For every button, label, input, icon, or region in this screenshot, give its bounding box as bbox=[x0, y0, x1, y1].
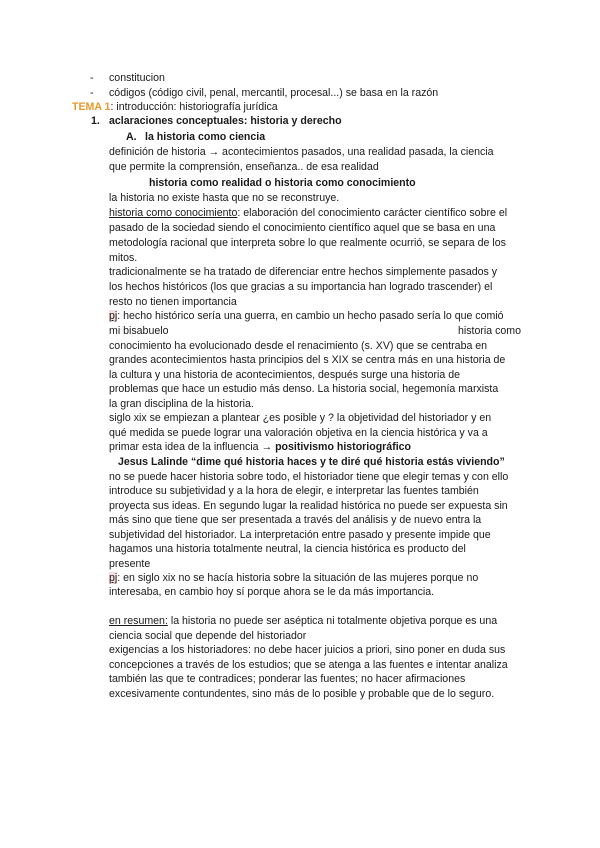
paragraph-text: : hecho histórico sería una guerra, en cambio un hecho pasado sería lo que comió bbox=[117, 310, 504, 322]
paragraph-text: : en siglo xix no se hacía historia sobre la situación de las mujeres porque no bbox=[117, 572, 479, 584]
paragraph-line: subjetividad del historiador. La interpretación entre pasado y presente impide que bbox=[109, 529, 491, 541]
paragraph-line: ciencia social que depende del historiador bbox=[109, 630, 307, 642]
paragraph-line: historia como bbox=[458, 325, 521, 337]
paragraph-line bbox=[109, 206, 507, 221]
paragraph-line: tradicionalmente se ha tratado de diferenciar entre hechos simplemente pasados y bbox=[109, 266, 498, 278]
underlined-term: historia como conocimiento bbox=[109, 207, 238, 219]
paragraph-line: interesaba, en cambio hoy sí porque ahora se le da más importancia. bbox=[109, 586, 435, 598]
paragraph-line: mi bisabuelo bbox=[109, 325, 169, 337]
definition-line: definición de historia → acontecimientos pasados, una realidad pasada, la ciencia bbox=[109, 146, 494, 158]
paragraph-line: introduce su subjetividad y a la hora de elegir, e interpretar las fuentes también bbox=[109, 485, 479, 497]
paragraph-line: pasado de la sociedad siendo el conocimiento científico aquel que se basa en una bbox=[109, 222, 496, 234]
bullet-text: constitucion bbox=[109, 72, 165, 84]
bullet-text: códigos (código civil, penal, mercantil, procesal...) se basa en la razón bbox=[109, 87, 439, 99]
bullet-dash: - bbox=[90, 72, 94, 84]
subheading: historia como realidad o historia como conocimiento bbox=[149, 177, 416, 189]
paragraph-line bbox=[109, 614, 497, 629]
tema-label: TEMA 1 bbox=[72, 101, 111, 113]
section-title: aclaraciones conceptuales: historia y derecho bbox=[109, 115, 342, 127]
paragraph-line: la gran disciplina de la historia. bbox=[109, 398, 254, 410]
paragraph-line: problemas que hace un estudio más denso. La historia social, hegemonía marxista bbox=[109, 383, 499, 395]
paragraph-line: grandes acontecimientos hasta principios del s XIX se centra más en una historia de bbox=[109, 354, 506, 366]
subsection-title: la historia como ciencia bbox=[145, 131, 266, 143]
underlined-term: en resumen: bbox=[109, 615, 168, 627]
paragraph-text: : elaboración del conocimiento carácter científico sobre el bbox=[237, 207, 508, 219]
bold-term: positivismo historiográfico bbox=[275, 441, 412, 453]
paragraph-line: conocimiento ha evolucionado desde el renacimiento (s. XV) que se centraba en bbox=[109, 340, 488, 352]
paragraph-line: presente bbox=[109, 558, 151, 570]
paragraph-line: concepciones a través de los estudios; que se atenga a las fuentes e intentar analiza bbox=[109, 659, 508, 671]
paragraph-line bbox=[109, 571, 478, 586]
paragraph-line: hagamos una historia totalmente neutral, la ciencia histórica es producto del bbox=[109, 543, 466, 555]
paragraph-line: proyecta sus ideas. En segundo lugar la realidad histórica no puede ser expuesta sin bbox=[109, 500, 508, 512]
bullet-dash: - bbox=[90, 87, 94, 99]
paragraph-line: no se puede hacer historia sobre todo, el historiador tiene que elegir temas y con ello bbox=[109, 471, 509, 483]
pj-tag: pj bbox=[109, 310, 118, 322]
paragraph-text: la historia no puede ser aséptica ni totalmente objetiva porque es una bbox=[167, 615, 498, 627]
paragraph-line: mitos. bbox=[109, 252, 138, 264]
paragraph-line: la historia no existe hasta que no se reconstruye. bbox=[109, 192, 340, 204]
tema-title: : introducción: historiografía jurídica bbox=[110, 101, 278, 113]
subsection-letter: A. bbox=[126, 131, 137, 143]
quote-heading: Jesus Lalinde “dime qué historia haces y te diré qué historia estás viviendo” bbox=[118, 456, 505, 468]
paragraph-line: excesivamente contundentes, sino más de lo posible y probable que de lo seguro. bbox=[109, 688, 495, 700]
paragraph-line: resto no tienen importancia bbox=[109, 296, 237, 308]
paragraph-line: más sino que tiene que ser presentada a través del análisis y de nuevo entra la bbox=[109, 514, 482, 526]
paragraph-line bbox=[109, 309, 504, 324]
tema-heading bbox=[72, 100, 278, 115]
paragraph-line: qué medida se puede lograr una valoración objetiva en la ciencia histórica y va a bbox=[109, 427, 488, 439]
paragraph-line: los hechos históricos (los que gracias a su importancia han logrado trascender) el bbox=[109, 281, 493, 293]
paragraph-line: exigencias a los historiadores: no debe hacer juicios a priori, sino poner en duda sus bbox=[109, 644, 506, 656]
paragraph-line: siglo xix se empiezan a plantear ¿es posible y ? la objetividad del historiador y en bbox=[109, 412, 492, 424]
pj-tag: pj bbox=[109, 572, 118, 584]
definition-line: que permite la comprensión, enseñanza.. de esa realidad bbox=[109, 161, 379, 173]
paragraph-line: metodología racional que interpreta sobre lo que realmente ocurrió, se separa de los bbox=[109, 237, 506, 249]
paragraph-text: primar esta idea de la influencia → bbox=[109, 441, 276, 453]
section-number: 1. bbox=[91, 115, 100, 127]
paragraph-line: la cultura y una historia de acontecimientos, después surge una historia de bbox=[109, 369, 460, 381]
paragraph-line bbox=[109, 440, 411, 455]
paragraph-line: también las que te contradices; ponderar las fuentes; no hacer afirmaciones bbox=[109, 673, 466, 685]
